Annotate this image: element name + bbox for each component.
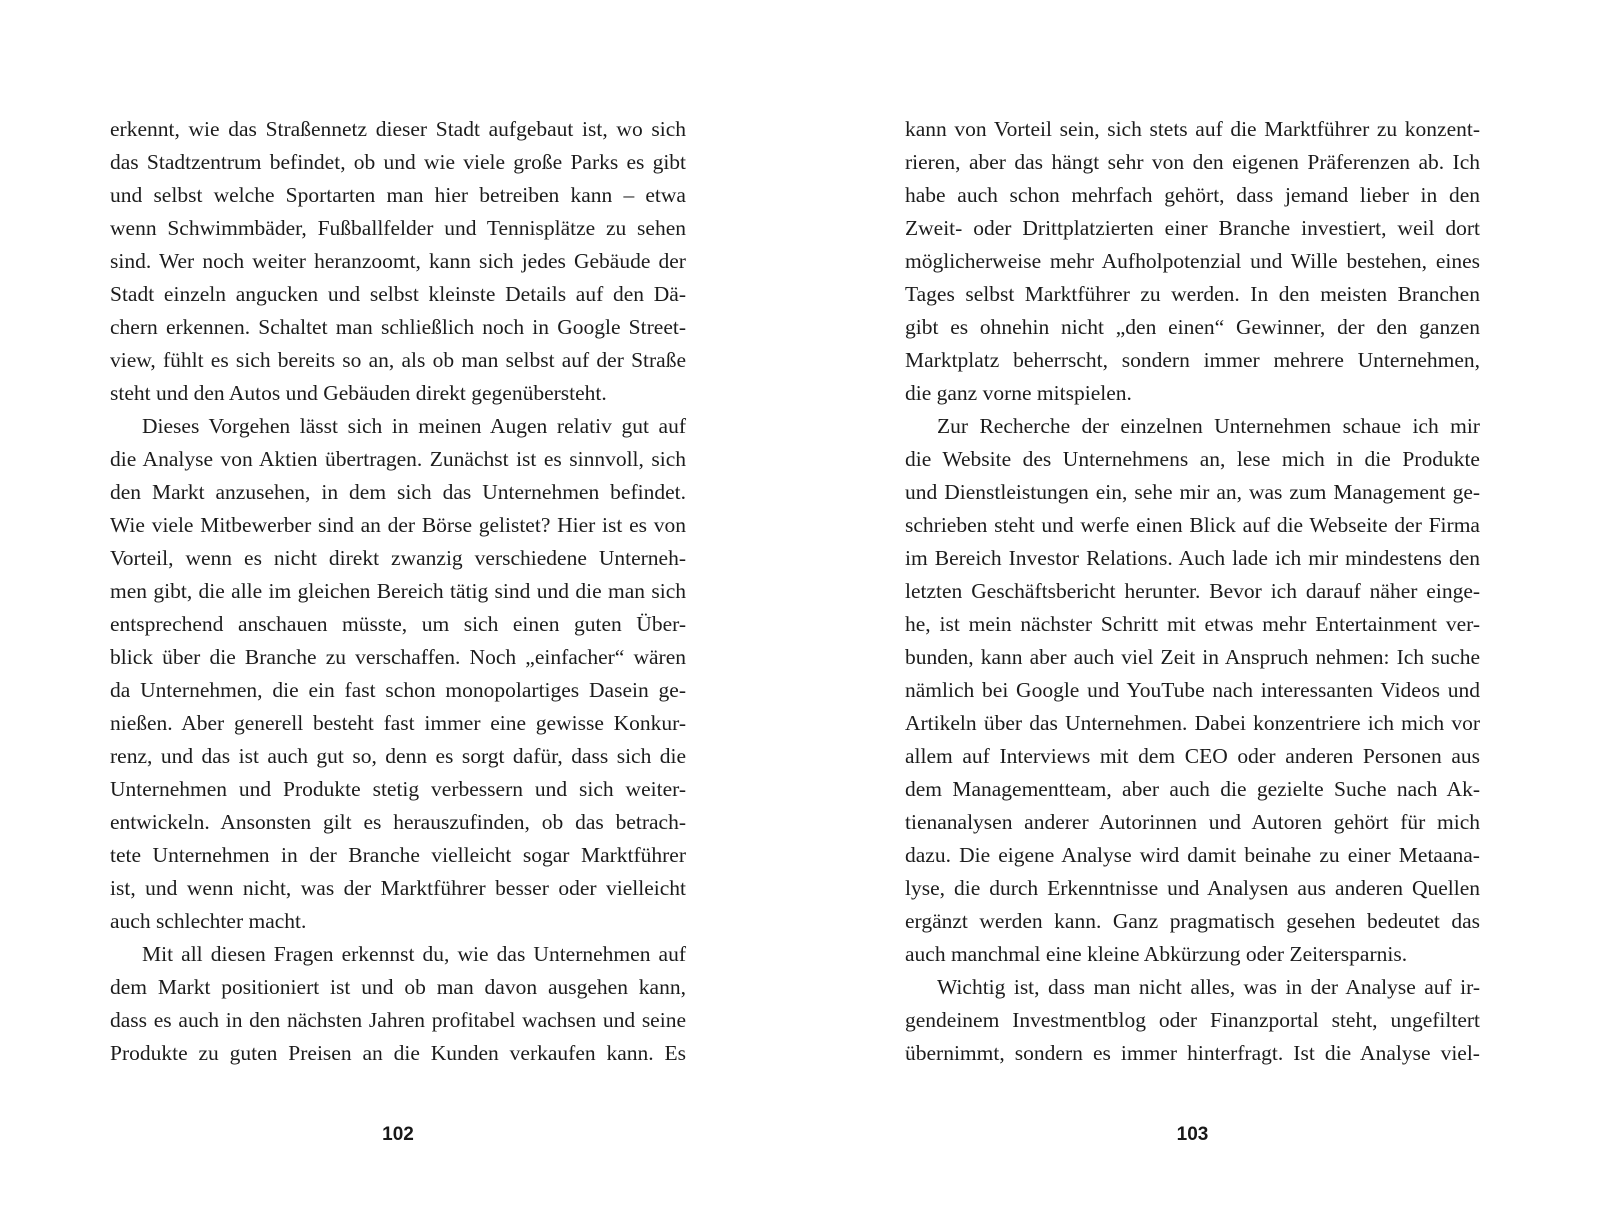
text-line: renz, und das ist auch gut so, denn es sorgt dafür, dass sich die xyxy=(110,744,687,768)
text-line: rieren, aber das hängt sehr von den eigenen Präferenzen ab. Ich xyxy=(905,150,1481,174)
text-line: Tages selbst Marktführer zu werden. In den meisten Branchen xyxy=(905,282,1480,306)
text-line: allem auf Interviews mit dem CEO oder anderen Personen aus xyxy=(905,744,1480,768)
text-line: auch schlechter macht. xyxy=(110,909,307,933)
text-line: da Unternehmen, die ein fast schon monopolartiges Dasein ge- xyxy=(110,678,687,702)
text-line: steht und den Autos und Gebäuden direkt gegenübersteht. xyxy=(110,381,607,405)
text-line: men gibt, die alle im gleichen Bereich tätig sind und die man sich xyxy=(110,579,686,603)
text-line: letzten Geschäftsbericht herunter. Bevor ich darauf näher einge- xyxy=(905,579,1481,603)
text-line: im Bereich Investor Relations. Auch lade ich mir mindestens den xyxy=(905,546,1481,570)
text-line: view, fühlt es sich bereits so an, als ob man selbst auf der Straße xyxy=(110,348,687,372)
text-line: erkennt, wie das Straßennetz dieser Stadt aufgebaut ist, wo sich xyxy=(110,117,686,141)
text-line: nießen. Aber generell besteht fast immer eine gewisse Konkur- xyxy=(110,711,687,735)
text-line: das Stadtzentrum befindet, ob und wie viele große Parks es gibt xyxy=(110,150,687,174)
text-line: gibt es ohnehin nicht „den einen“ Gewinner, der den ganzen xyxy=(905,315,1481,339)
right-page-text xyxy=(905,113,1480,1070)
text-line: lyse, die durch Erkenntnisse und Analysen aus anderen Quellen xyxy=(905,876,1481,900)
text-line: die ganz vorne mitspielen. xyxy=(905,381,1132,405)
text-line: Zur Recherche der einzelnen Unternehmen schaue ich mir xyxy=(937,414,1480,438)
text-line: dem Managementteam, aber auch die gezielte Suche nach Ak- xyxy=(905,777,1480,801)
page-number-left: 102 xyxy=(382,1124,414,1145)
text-line: dass es auch in den nächsten Jahren profitabel wachsen und seine xyxy=(110,1008,686,1032)
text-line: entsprechend anschauen müsste, um sich einen guten Über- xyxy=(110,612,687,636)
text-line: Marktplatz beherrscht, sondern immer mehrere Unternehmen, xyxy=(905,348,1481,372)
page-number-right: 103 xyxy=(1176,1124,1209,1145)
text-line: he, ist mein nächster Schritt mit etwas mehr Entertainment ver- xyxy=(905,612,1481,636)
text-line: chern erkennen. Schaltet man schließlich noch in Google Street- xyxy=(110,315,686,339)
text-line: möglicherweise mehr Aufholpotenzial und Wille bestehen, eines xyxy=(905,249,1480,273)
text-line: gendeinem Investmentblog oder Finanzportal steht, ungefiltert xyxy=(905,1008,1481,1032)
text-line: entwickeln. Ansonsten gilt es herauszufinden, ob das betrach- xyxy=(110,810,687,834)
text-line: Zweit- oder Drittplatzierten einer Branche investiert, weil dort xyxy=(905,216,1481,240)
text-line: den Markt anzusehen, in dem sich das Unternehmen befindet. xyxy=(110,480,686,504)
text-line: Stadt einzeln angucken und selbst kleinste Details auf den Dä- xyxy=(110,282,686,306)
text-line: kann von Vorteil sein, sich stets auf die Marktführer zu konzent- xyxy=(905,117,1480,141)
text-line: die Analyse von Aktien übertragen. Zunächst ist es sinnvoll, sich xyxy=(110,447,687,471)
text-line: dazu. Die eigene Analyse wird damit beinahe zu einer Metaana- xyxy=(905,843,1480,867)
text-line: habe auch schon mehrfach gehört, dass jemand lieber in den xyxy=(905,183,1480,207)
text-line: schrieben steht und werfe einen Blick auf die Webseite der Firma xyxy=(905,513,1480,537)
text-line: und selbst welche Sportarten man hier betreiben kann – etwa xyxy=(110,183,686,207)
text-line: ist, und wenn nicht, was der Marktführer besser oder vielleicht xyxy=(110,876,687,900)
text-line: tete Unternehmen in der Branche vielleicht sogar Marktführer xyxy=(110,843,687,867)
text-line: Dieses Vorgehen lässt sich in meinen Augen relativ gut auf xyxy=(142,414,687,438)
text-line: ergänzt werden kann. Ganz pragmatisch gesehen bedeutet das xyxy=(905,909,1481,933)
text-line: übernimmt, sondern es immer hinterfragt. Ist die Analyse viel- xyxy=(905,1041,1480,1065)
text-line: bunden, kann aber auch viel Zeit in Anspruch nehmen: Ich suche xyxy=(905,645,1481,669)
text-line: Wie viele Mitbewerber sind an der Börse gelistet? Hier ist es von xyxy=(110,513,687,537)
text-line: nämlich bei Google und YouTube nach interessanten Videos und xyxy=(905,678,1480,702)
text-line: Wichtig ist, dass man nicht alles, was in der Analyse auf ir- xyxy=(937,975,1480,999)
text-line: Mit all diesen Fragen erkennst du, wie das Unternehmen auf xyxy=(142,942,687,966)
text-line: blick über die Branche zu verschaffen. Noch „einfacher“ wären xyxy=(110,645,687,669)
text-line: Unternehmen und Produkte stetig verbessern und sich weiter- xyxy=(110,777,687,801)
text-line: und Dienstleistungen ein, sehe mir an, was zum Management ge- xyxy=(905,480,1481,504)
text-line: die Website des Unternehmens an, lese mich in die Produkte xyxy=(905,447,1480,471)
text-line: Produkte zu guten Preisen an die Kunden verkaufen kann. Es xyxy=(110,1041,687,1065)
left-page-text xyxy=(110,113,686,1070)
text-line: sind. Wer noch weiter heranzoomt, kann sich jedes Gebäude der xyxy=(110,249,686,273)
text-line: Vorteil, wenn es nicht direkt zwanzig verschiedene Unterneh- xyxy=(110,546,687,570)
text-line: auch manchmal eine kleine Abkürzung oder Zeitersparnis. xyxy=(905,942,1408,966)
text-line: Artikeln über das Unternehmen. Dabei konzentriere ich mich vor xyxy=(905,711,1480,735)
text-line: tienanalysen anderer Autorinnen und Autoren gehört für mich xyxy=(905,810,1481,834)
text-line: wenn Schwimmbäder, Fußballfelder und Tennisplätze zu sehen xyxy=(110,216,687,240)
text-line: dem Markt positioniert ist und ob man davon ausgehen kann, xyxy=(110,975,686,999)
